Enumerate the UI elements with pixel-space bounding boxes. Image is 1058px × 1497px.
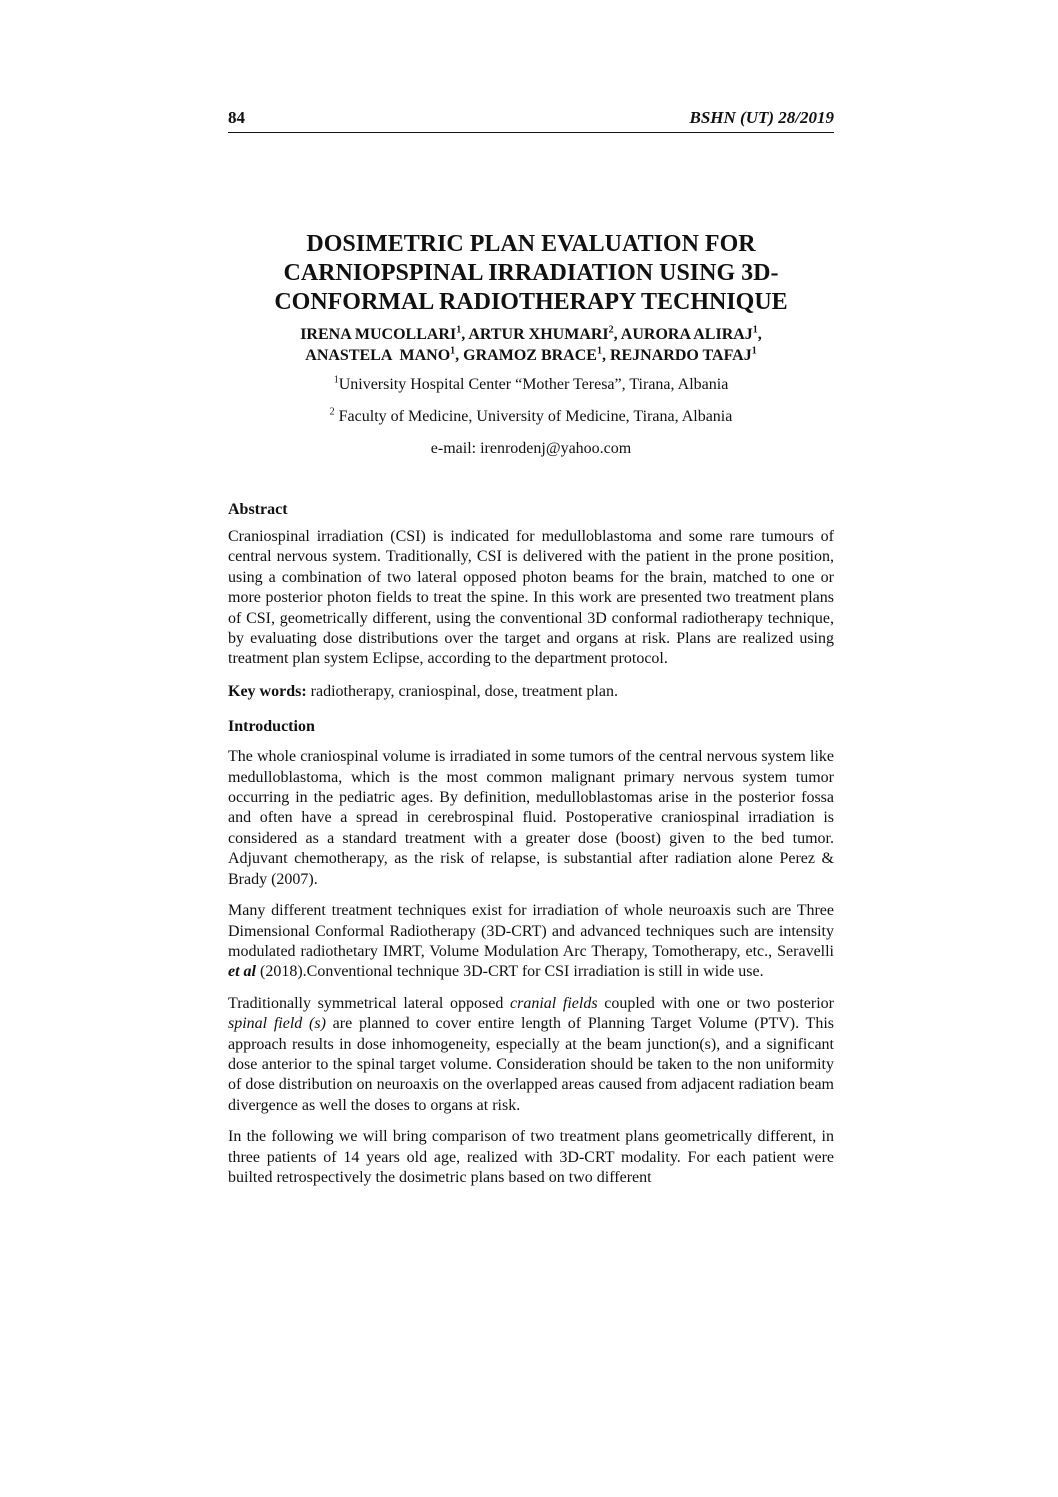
author-name: AURORA ALIRAJ [620, 326, 753, 343]
introduction-paragraph: The whole craniospinal volume is irradiated in some tumors of the central nervous system like medulloblastoma, which is the most common malignant primary nervous system tumor occurring in the pediatric ages. By definition, medulloblastomas arise in the posterior fossa and often have a spread in cerebrospinal fluid. Postoperative craniospinal irradiation is considered as a standard treatment with a greater dose (boost) given to the bed tumor. Adjuvant chemotherapy, as the risk of relapse, is substantial after radiation alone Perez & Brady (2007). [228, 748, 834, 888]
separator: , [461, 326, 469, 343]
affiliation-marker: 1 [752, 324, 758, 336]
introduction-paragraph: In the following we will bring comparison of two treatment plans geometrically different, in three patients of 14 years old age, realized with 3D-CRT modality. For each patient were builted retrospectively the dosimetric plans based on two different [228, 1128, 834, 1186]
author-name: REJNARDO TAFAJ [609, 347, 752, 364]
affiliation-marker: 1 [450, 345, 456, 357]
text-run-italic: cranial fields [510, 994, 598, 1012]
author-name: IRENA MUCOLLARI [300, 326, 457, 343]
text-run-italic: et al [228, 963, 256, 981]
title-line: CARNIOPSPINAL IRRADIATION USING 3D- [283, 260, 779, 286]
text-run: coupled with one or two posterior [597, 994, 834, 1012]
paper-title [228, 230, 834, 317]
journal-reference: BSHN (UT) 28/2019 [689, 108, 834, 127]
abstract-text: Craniospinal irradiation (CSI) is indicated for medulloblastoma and some rare tumours of central nervous system. Traditionally, CSI is delivered with the patient in the prone position, using a combination of two lateral opposed photon beams for the brain, matched to one or more posterior photon fields to treat the spine. In this work are presented two treatment plans of CSI, geometrically different, using the conventional 3D conformal radiotherapy technique, by evaluating dose distributions over the target and organs at risk. Plans are realized using treatment plan system Eclipse, according to the department protocol. [228, 528, 834, 668]
introduction-paragraph [228, 901, 834, 983]
running-header [228, 106, 834, 133]
separator: , [601, 347, 610, 364]
title-line: DOSIMETRIC PLAN EVALUATION FOR [306, 231, 756, 257]
affiliation-text: University Hospital Center “Mother Teresa”, Tirana, Albania [338, 376, 729, 393]
affiliation-marker: 1 [596, 345, 602, 357]
separator: , [757, 326, 762, 343]
affiliation-marker: 1 [456, 324, 462, 336]
affiliation-marker: 1 [333, 374, 339, 386]
keywords-label: Key words: [228, 682, 307, 700]
author-line [228, 324, 834, 345]
keywords [228, 682, 834, 702]
author-list [228, 324, 834, 366]
author-name: ARTUR XHUMARI [468, 326, 609, 343]
introduction-paragraph [228, 994, 834, 1116]
title-line: CONFORMAL RADIOTHERAPY TECHNIQUE [274, 289, 788, 315]
text-run: are planned to cover entire length of Planning Target Volume (PTV). This approach results in dose inhomogeneity, especially at the beam junction(s), and a significant dose anterior to the spinal target volume. Consideration should be taken to the non uniformity of dose distribution on neuroaxis on the overlapped areas caused from adjacent radiation beam divergence as well the doses to organs at risk. [228, 1015, 835, 1114]
separator: , [455, 347, 464, 364]
text-run: Many different treatment techniques exist for irradiation of whole neuroaxis such are Three Dimensional Conformal Radiotherapy (3D-CRT) and advanced techniques such are intensity modulated radiothetary IMRT, Volume Modulation Arc Therapy, Tomotherapy, etc., Seravelli [228, 902, 834, 960]
separator: , [613, 326, 621, 343]
affiliation-marker: 2 [329, 406, 335, 418]
affiliation-marker: 1 [751, 345, 757, 357]
page-number: 84 [228, 108, 245, 127]
affiliation-text: Faculty of Medicine, University of Medicine, Tirana, Albania [334, 408, 733, 425]
text-run: (2018).Conventional technique 3D-CRT for CSI irradiation is still in wide use. [256, 963, 764, 981]
author-name: ANASTELA MANO [305, 347, 451, 364]
introduction-heading: Introduction [228, 718, 315, 736]
affiliation-2 [228, 408, 834, 426]
contact-email: e-mail: irenrodenj@yahoo.com [430, 440, 632, 457]
abstract-heading: Abstract [228, 501, 288, 518]
affiliation-marker: 2 [608, 324, 614, 336]
author-name: GRAMOZ BRACE [463, 347, 597, 364]
body-content [228, 500, 834, 1188]
author-line [228, 345, 834, 366]
affiliation-1 [228, 376, 834, 394]
text-run: Traditionally symmetrical lateral opposed [228, 994, 511, 1012]
keywords-text: radiotherapy, craniospinal, dose, treatment plan. [306, 682, 618, 700]
text-run-italic: spinal field (s) [228, 1015, 326, 1033]
